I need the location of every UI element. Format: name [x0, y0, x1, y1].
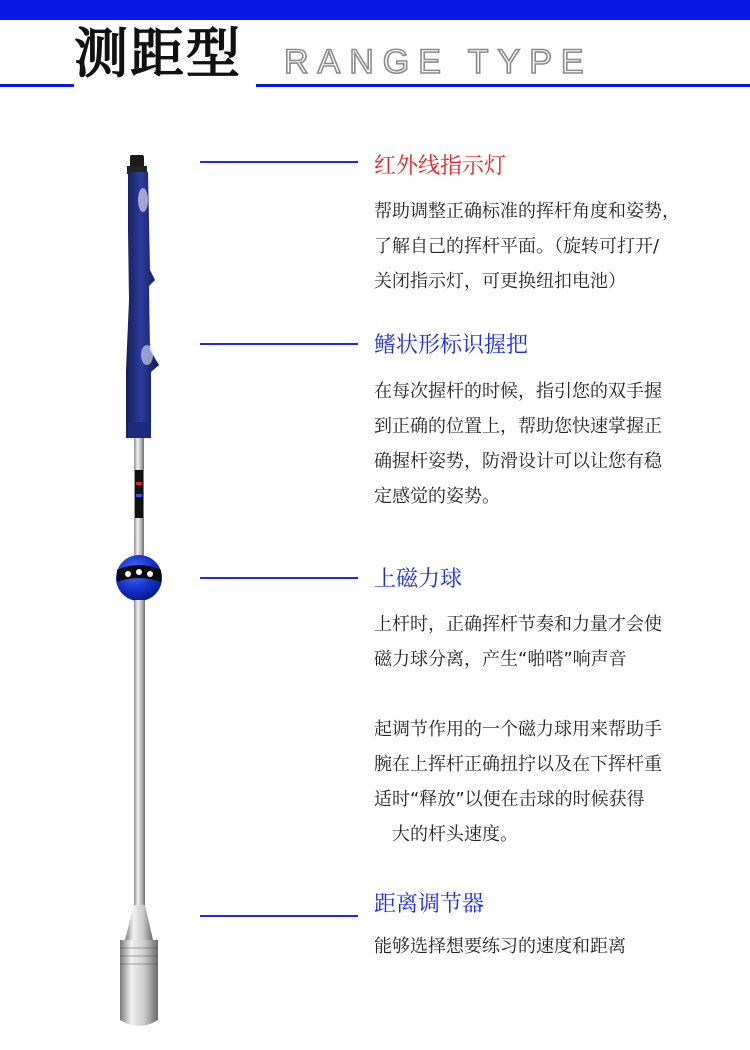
grip-icon [126, 172, 159, 438]
leader-line-grip [200, 343, 358, 345]
top-accent-bar [0, 0, 750, 20]
lower-shaft [134, 600, 145, 905]
feature-desc-indicator-light: 帮助调整正确标准的挥杆角度和姿势， 了解自己的挥杆平面。（旋转可打开/ 关闭指示灯，可更换纽扣电池） [374, 201, 680, 292]
feature-desc-grip: 在每次握杆的时候，指引您的双手握 到正确的位置上，帮助您快速掌握正 确握杆姿势，防滑设计可以让您有稳 定感觉的姿势。 [374, 381, 662, 507]
feature-title-indicator-light: 红外线指示灯 [374, 154, 507, 179]
golf-trainer-icon [95, 150, 185, 1040]
page-title: 测距型 [74, 22, 242, 85]
leader-line-ball [200, 577, 358, 579]
feature-title-magnetic-ball: 上磁力球 [374, 567, 463, 592]
feature-desc-distance-adjuster: 能够选择想要练习的速度和距离 [374, 936, 626, 957]
indicator-light-icon [127, 155, 147, 174]
leader-line-adjuster [200, 915, 358, 917]
leader-line-indicator [200, 161, 358, 163]
page-subtitle: RANGE TYPE [284, 43, 593, 81]
header-rule-right [256, 84, 750, 87]
distance-adjuster-icon [120, 905, 158, 1026]
feature-title-distance-adjuster: 距离调节器 [374, 892, 485, 917]
feature-title-grip: 鳍状形标识握把 [374, 333, 529, 358]
magnetic-ball-icon [116, 555, 162, 601]
feature-desc-magnetic-ball: 上杆时，正确挥杆节奏和力量才会使 磁力球分离，产生“啪嗒”响声音 起调节作用的一个磁力球用来帮助手 腕在上挥杆正确扭拧以及在下挥杆重 适时“释放”以便在击球的时候获得 大的杆头速度。 [374, 614, 662, 845]
header-rule-left [0, 84, 74, 87]
